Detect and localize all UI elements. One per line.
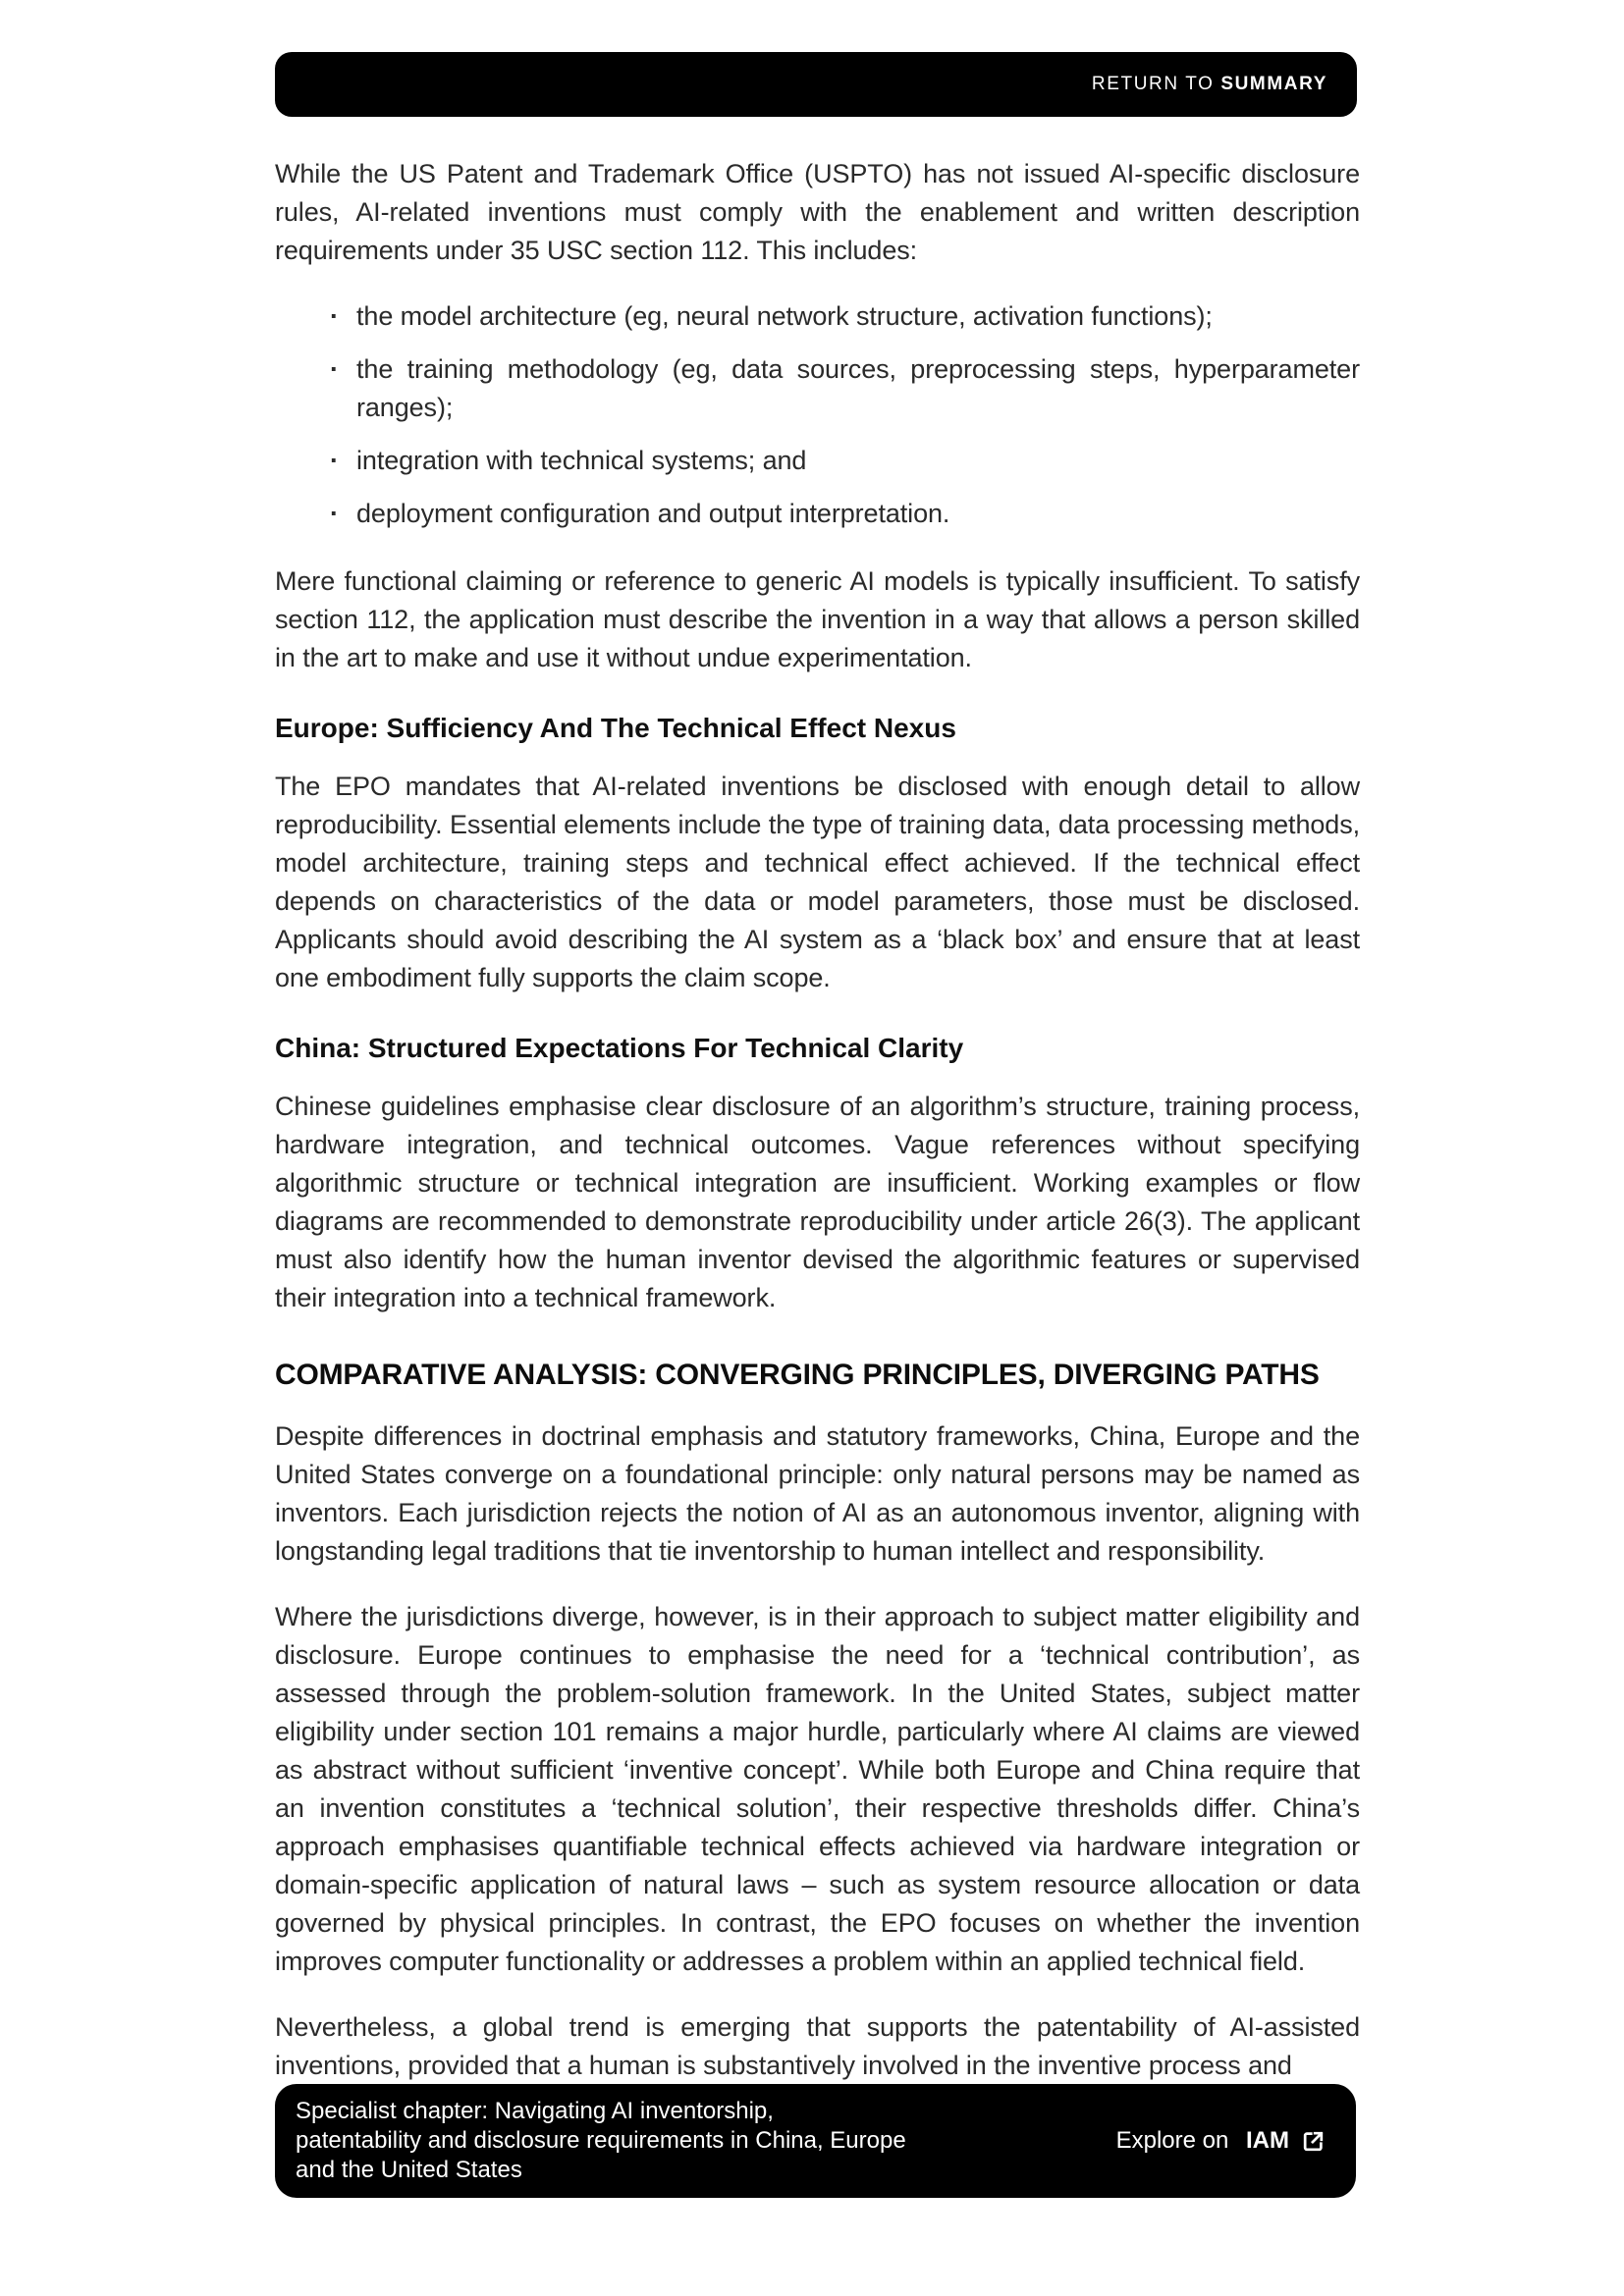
heading-china-expectations: China: Structured Expectations For Technical Clarity xyxy=(275,1033,964,1063)
paragraph-functional-claiming: Mere functional claiming or reference to generic AI models is typically insufficient. To satisfy section 112, the application must describe the invention in a way that allows a person skilled in the art to make and use it without undue experimentation. xyxy=(275,566,1360,672)
return-to-label-regular: RETURN TO xyxy=(1091,74,1221,94)
heading-europe-sufficiency: Europe: Sufficiency And The Technical Effect Nexus xyxy=(275,713,956,743)
content-column xyxy=(275,155,1360,2112)
paragraph-jurisdictions-diverge: Where the jurisdictions diverge, however, is in their approach to subject matter eligibility and disclosure. Europe continues to emphasise the need for a ‘technical contribution’, as assessed through the problem-solution framework. In the United States, subject matter eligibility under section 101 remains a major hurdle, particularly where AI claims are viewed as abstract without sufficient ‘inventive concept’. While both Europe and China require that an invention constitutes a ‘technical solution’, their respective thresholds differ. China’s approach emphasises quantifiable technical effects achieved via hardware integration or domain-specific application of natural laws – such as system resource allocation or data governed by physical principles. In contrast, the EPO focuses on whether the invention improves computer functionality or addresses a problem within an applied technical field. xyxy=(275,1602,1360,1976)
iam-label: IAM xyxy=(1246,2127,1289,2154)
list-item-text: deployment configuration and output interpretation. xyxy=(356,499,950,528)
footer-chapter-title xyxy=(296,2097,906,2185)
list-item xyxy=(275,350,1360,427)
footer-chapter-line1: Specialist chapter: Navigating AI inventorship, xyxy=(296,2098,774,2124)
heading-comparative-analysis: COMPARATIVE ANALYSIS: CONVERGING PRINCIPLES, DIVERGING PATHS xyxy=(275,1359,1320,1391)
bullet-icon: · xyxy=(330,446,339,475)
footer-chapter-line2: patentability and disclosure requirements in China, Europe xyxy=(296,2127,906,2154)
footer-chapter-line3: and the United States xyxy=(296,2157,522,2183)
paragraph-global-trend: Nevertheless, a global trend is emerging that supports the patentability of AI-assisted inventions, provided that a human is substantively involved in the inventive process and xyxy=(275,2012,1360,2080)
paragraph-epo-mandates: The EPO mandates that AI-related inventions be disclosed with enough detail to allow reproducibility. Essential elements include the type of training data, data processing methods, model architecture, training steps and technical effect achieved. If the technical effect depends on characteristics of the data or model parameters, those must be disclosed. Applicants should avoid describing the AI system as a ‘black box’ and ensure that at least one embodiment fully supports the claim scope. xyxy=(275,772,1360,992)
return-to-summary-bar[interactable] xyxy=(275,52,1357,117)
paragraph-uspto: While the US Patent and Trademark Office (USPTO) has not issued AI-specific disclosure rules, AI-related inventions must comply with the enablement and written description requirements under 35 USC section 112. This includes: xyxy=(275,159,1360,265)
paragraph-despite-differences: Despite differences in doctrinal emphasis and statutory frameworks, China, Europe and the United States converge on a foundational principle: only natural persons may be named as inventors. Each jurisdiction rejects the notion of AI as an autonomous inventor, aligning with longstanding legal traditions that tie inventorship to human intellect and responsibility. xyxy=(275,1421,1360,1566)
list-item-text: the training methodology (eg, data sources, preprocessing steps, hyperparameter ranges); xyxy=(356,354,1360,422)
bullet-icon: · xyxy=(330,499,339,528)
bullet-icon: · xyxy=(330,354,339,384)
footer-bar xyxy=(275,2084,1356,2198)
return-to-label-bold: SUMMARY xyxy=(1220,74,1327,94)
list-item xyxy=(275,297,1360,336)
external-link-icon xyxy=(1300,2128,1326,2155)
bullet-icon: · xyxy=(330,301,339,331)
paragraph-chinese-guidelines: Chinese guidelines emphasise clear disclosure of an algorithm’s structure, training process, hardware integration, and technical outcomes. Vague references without specifying algorithmic structure or technical integration are insufficient. Working examples or flow diagrams are recommended to demonstrate reproducibility under article 26(3). The applicant must also identify how the human inventor devised the algorithmic features or supervised their integration into a technical framework. xyxy=(275,1092,1360,1312)
list-item-text: the model architecture (eg, neural network structure, activation functions); xyxy=(356,301,1213,331)
disclosure-requirements-list xyxy=(275,297,1360,533)
list-item xyxy=(275,442,1360,480)
list-item-text: integration with technical systems; and xyxy=(356,446,807,475)
explore-on-label: Explore on xyxy=(1115,2127,1235,2154)
list-item xyxy=(275,495,1360,533)
return-to-summary-label[interactable] xyxy=(1092,74,1327,95)
explore-on-iam-link[interactable] xyxy=(1116,2127,1326,2155)
